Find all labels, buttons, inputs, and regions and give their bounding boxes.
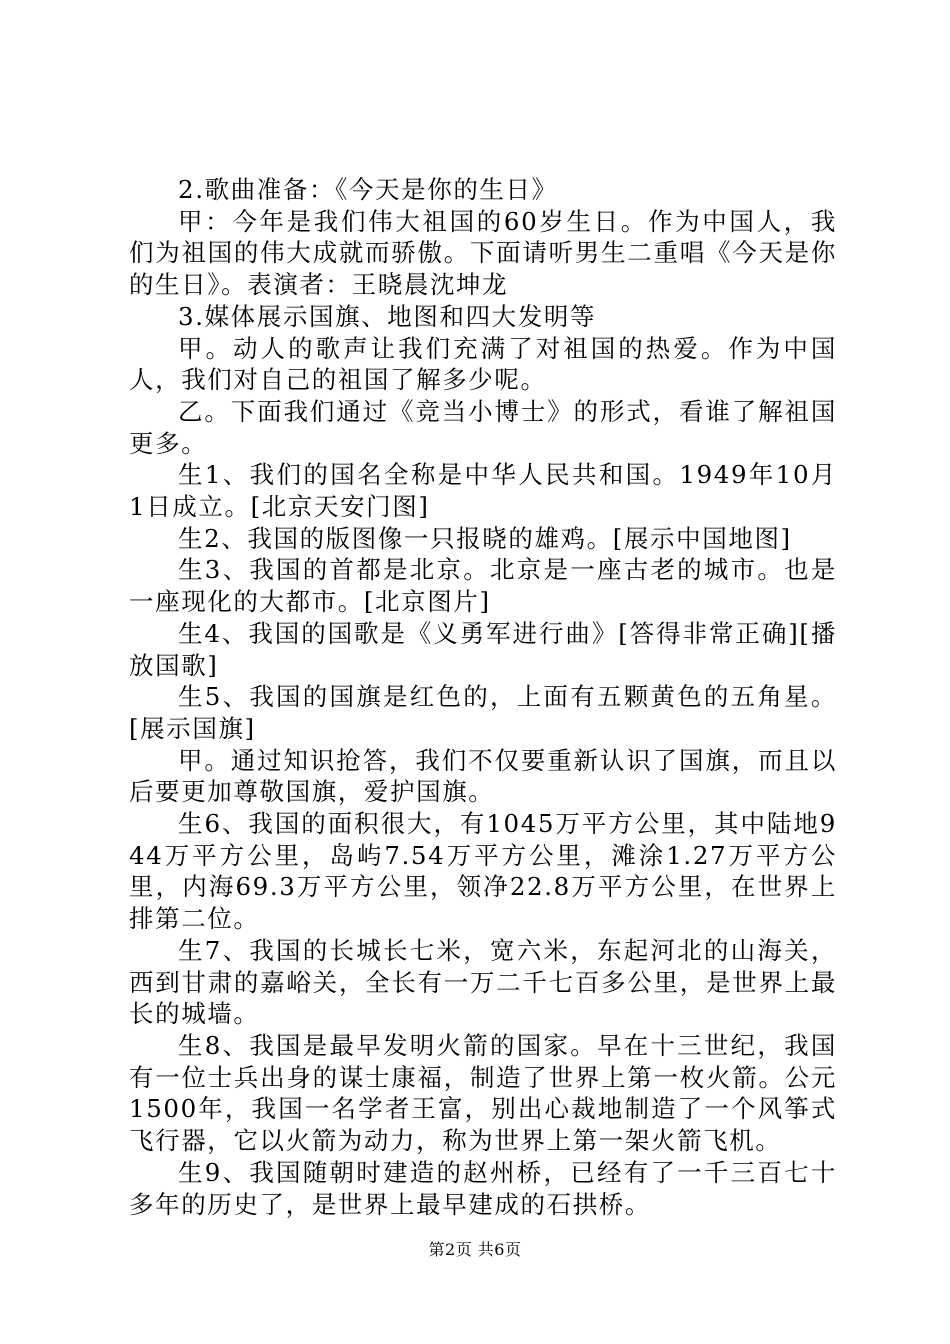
paragraph-jia-song: 甲。动人的歌声让我们充满了对祖国的热爱。作为中国人，我们对自己的祖国了解多少呢。 [129,333,837,395]
paragraph-student-3: 生3、我国的首都是北京。北京是一座古老的城市。也是一座现化的大都市。[北京图片] [129,555,837,617]
paragraph-student-6: 生6、我国的面积很大，有1045万平方公里，其中陆地944万平方公里，岛屿7.54万平方公里，滩涂1.27万平方公里，内海69.3万平方公里，领净22.8万平方公里，在世界上排第二位。 [129,809,837,934]
paragraph-jia-flag: 甲。通过知识抢答，我们不仅要重新认识了国旗，而且以后要更加尊敬国旗，爱护国旗。 [129,745,837,807]
paragraph-student-5: 生5、我国的国旗是红色的，上面有五颗黄色的五角星。[展示国旗] [129,682,837,743]
page-number-footer: 第2页 共6页 [428,1240,522,1259]
paragraph-yi-quiz: 乙。下面我们通过《竞当小博士》的形式，看谁了解祖国更多。 [129,396,837,458]
paragraph-student-7: 生7、我国的长城长七米，宽六米，东起河北的山海关，西到甘肃的嘉峪关，全长有一万二千七百多公里，是世界上最长的城墙。 [129,935,837,1029]
paragraph-media-display: 3.媒体展示国旗、地图和四大发明等 [178,301,597,331]
paragraph-student-8: 生8、我国是最早发明火箭的国家。早在十三世纪，我国有一位士兵出身的谋士康福，制造了世界上第一枚火箭。公元1500年，我国一名学者王富，别出心裁地制造了一个风筝式飞行器，它以火箭为动力，称为世界上第一架火箭飞机。 [129,1030,837,1156]
paragraph-song-prep: 2.歌曲准备：《今天是你的生日》 [178,175,558,204]
paragraph-jia-birthday: 甲：今年是我们伟大祖国的60岁生日。作为中国人，我们为祖国的伟大成就而骄傲。下面请听男生二重唱《今天是你的生日》。表演者：王晓晨沈坤龙 [129,206,837,300]
paragraph-student-9: 生9、我国随朝时建造的赵州桥，已经有了一千三百七十多年的历史了，是世界上最早建成的石拱桥。 [129,1157,837,1219]
paragraph-student-2: 生2、我国的版图像一只报晓的雄鸡。[展示中国地图] [178,523,792,553]
paragraph-student-1: 生1、我们的国名全称是中华人民共和国。1949年10月1日成立。[北京天安门图] [129,460,837,522]
paragraph-student-4: 生4、我国的国歌是《义勇军进行曲》[答得非常正确][播放国歌] [129,618,837,680]
document-body [129,174,837,1220]
